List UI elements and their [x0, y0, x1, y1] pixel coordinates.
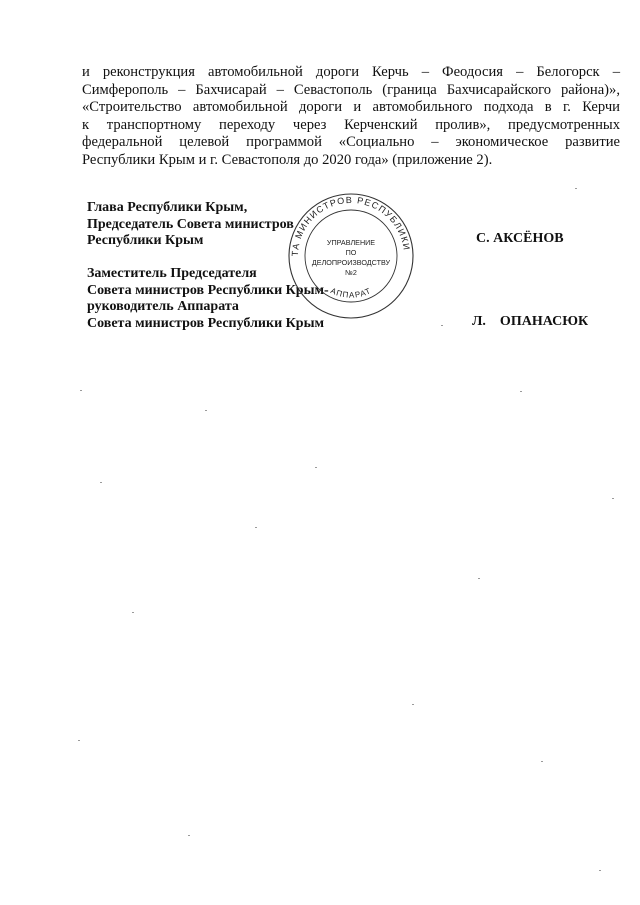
scan-speck [205, 410, 207, 411]
scan-speck [255, 527, 257, 528]
scan-speck [132, 612, 134, 613]
paragraph-line: к транспортному переходу через Керченский пролив», предусмотренных [82, 116, 620, 133]
paragraph-line: «Строительство автомобильной дороги и автомобильного подхода в г. Керчи [82, 99, 620, 115]
stamp-ring-text-bottom: АППАРАТ [329, 286, 373, 300]
paragraph-line: Республики Крым и г. Севастополя до 2020 года» (приложение 2). [82, 151, 493, 168]
svg-text:АППАРАТ [329, 286, 373, 300]
signatory-name-head: С. АКСЁНОВ [476, 231, 564, 246]
stamp-center-line: ПО [345, 248, 357, 257]
stamp-center-line: УПРАВЛЕНИЕ [326, 238, 376, 247]
scan-speck [80, 390, 82, 391]
official-stamp [281, 183, 416, 321]
stamp-center-line: ДЕЛОПРОИЗВОДСТВУ [311, 258, 391, 267]
signature-block-head [87, 200, 294, 250]
scan-speck [188, 835, 190, 836]
signatory-title-line: Совета министров Республики Крым [87, 315, 325, 331]
stamp-center-line: №2 [345, 268, 357, 277]
scan-speck [599, 870, 601, 871]
scan-speck [541, 761, 543, 762]
signatory-name-deputy: Л. ОПАНАСЮК [472, 314, 589, 329]
paragraph-line: Симферополь – Бахчисарай – Севастополь (граница Бахчисарайского района)», [82, 81, 620, 98]
stamp-seal-graphic [281, 183, 416, 321]
scan-speck [520, 391, 522, 392]
stamp-ring-text: СОВЕТА МИНИСТРОВ РЕСПУБЛИКИ КРЫМ [281, 183, 413, 257]
body-paragraph [82, 64, 620, 169]
paragraph-line: и реконструкция автомобильной дороги Керчь – Феодосия – Белогорск – [82, 64, 620, 80]
signatory-title-line: Председатель Совета министров [87, 216, 294, 232]
scan-speck [78, 740, 80, 741]
scan-speck [478, 578, 480, 579]
signatory-title-line: Совета министров Республики Крым- [87, 282, 329, 298]
paragraph-line: федеральной целевой программой «Социально – экономическое развитие [82, 134, 620, 150]
signatory-title-line: Республики Крым [87, 233, 204, 248]
scan-speck [575, 188, 577, 189]
scan-speck [315, 467, 317, 468]
scan-speck [412, 704, 414, 705]
signatory-title-line: Глава Республики Крым, [87, 200, 248, 215]
signatory-title-line: Заместитель Председателя [87, 266, 257, 281]
scan-speck [612, 498, 614, 499]
scan-speck [100, 482, 102, 483]
signatory-title-line: руководитель Аппарата [87, 299, 239, 314]
scan-speck [441, 325, 443, 326]
